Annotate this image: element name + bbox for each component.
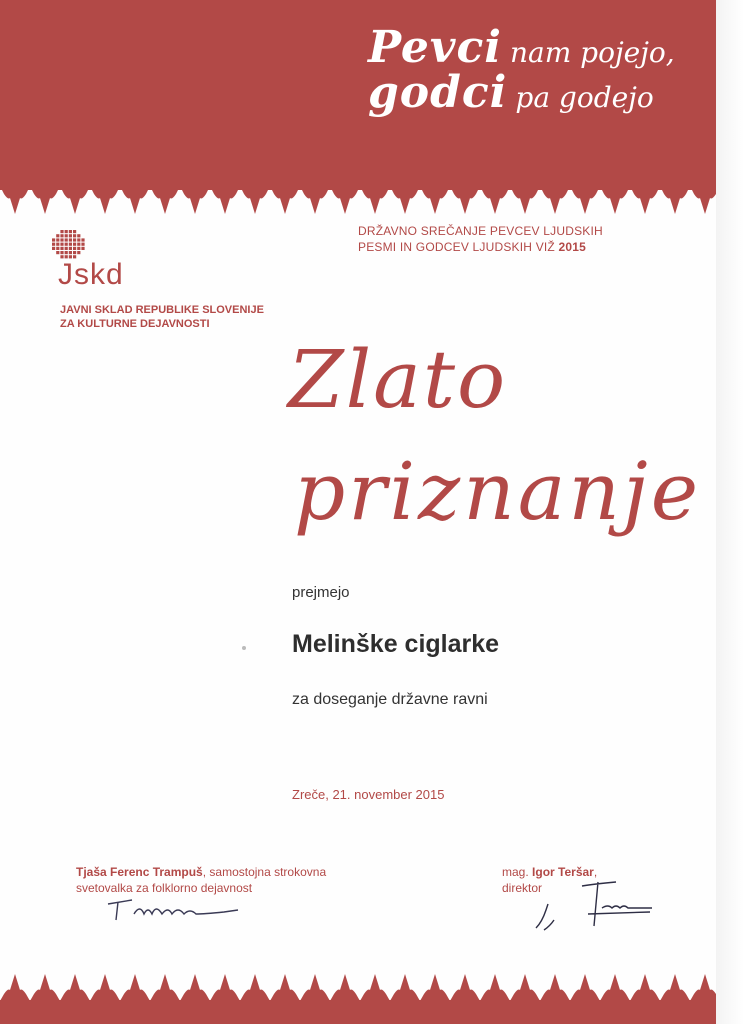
border-leaf — [330, 186, 360, 214]
border-leaf — [120, 974, 150, 1001]
signature-left — [104, 892, 244, 924]
event-title — [358, 223, 658, 255]
logo-dot — [65, 247, 68, 250]
logo-dot — [65, 243, 68, 246]
border-leaf — [390, 186, 420, 214]
border-leaf — [360, 974, 390, 1001]
event-year: 2015 — [558, 240, 587, 254]
scan-edge — [716, 0, 744, 1024]
logo-dot — [77, 238, 80, 241]
event-title-line-2 — [358, 239, 658, 255]
organization-name — [60, 303, 320, 331]
border-leaf — [480, 186, 510, 214]
border-leaf — [150, 186, 180, 214]
border-leaf — [480, 974, 510, 1001]
border-leaf — [600, 186, 630, 214]
signatory-left-role-2: svetovalka za folklorno dejavnost — [76, 881, 253, 895]
scan-speck-icon — [240, 644, 248, 652]
recipient-name: Melinške ciglarke — [292, 630, 500, 658]
slogan-word-pevci: Pevci — [368, 22, 502, 73]
decorative-border-bottom — [0, 970, 716, 1024]
logo-dot — [73, 230, 76, 233]
logo-dot — [69, 238, 72, 241]
border-leaf — [180, 974, 210, 1001]
border-leaf — [420, 974, 450, 1001]
border-leaf — [240, 974, 270, 1001]
logo-wordmark: Jskd — [58, 258, 124, 291]
border-leaf — [630, 186, 660, 214]
logo-dot — [77, 251, 80, 254]
border-leaf — [510, 186, 540, 214]
logo-dot — [56, 247, 59, 250]
border-leaf — [150, 974, 180, 1001]
logo-dot — [73, 247, 76, 250]
border-leaf — [60, 186, 90, 214]
border-leaf — [270, 186, 300, 214]
event-title-line-1: DRŽAVNO SREČANJE PEVCEV LJUDSKIH — [358, 224, 603, 238]
border-leaf — [360, 186, 390, 214]
place-and-date: Zreče, 21. november 2015 — [292, 787, 445, 802]
signatory-right-prefix: mag. — [502, 865, 529, 879]
border-leaf — [330, 974, 360, 1001]
border-leaf — [90, 974, 120, 1001]
logo-dot — [60, 234, 63, 237]
logo-dot — [52, 247, 55, 250]
logo-dot — [73, 243, 76, 246]
signatory-left-name: Tjaša Ferenc Trampuš — [76, 865, 203, 879]
award-reason: za doseganje državne ravni — [292, 691, 488, 708]
header-slogan — [368, 22, 698, 118]
border-leaf — [0, 974, 30, 1001]
border-leaf — [30, 186, 60, 214]
logo-dot — [65, 251, 68, 254]
logo-dot — [73, 251, 76, 254]
organization-name-line-1: JAVNI SKLAD REPUBLIKE SLOVENIJE — [60, 304, 264, 316]
border-leaf — [90, 186, 120, 214]
logo-dot — [73, 238, 76, 241]
logo-dot — [69, 247, 72, 250]
border-leaf — [510, 974, 540, 1001]
logo-dot — [60, 247, 63, 250]
border-leaf — [210, 974, 240, 1001]
logo-dot — [81, 238, 84, 241]
logo-dot — [69, 243, 72, 246]
logo-dot — [65, 230, 68, 233]
logo-dot — [69, 234, 72, 237]
event-title-line-2-text: PESMI IN GODCEV LJUDSKIH VIŽ — [358, 240, 555, 254]
border-leaf — [210, 186, 240, 214]
border-leaf — [660, 186, 690, 214]
border-leaf — [30, 974, 60, 1001]
logo-dot — [81, 243, 84, 246]
border-leaf — [450, 186, 480, 214]
border-leaf — [120, 186, 150, 214]
logo-dot — [73, 234, 76, 237]
jskd-logo-icon — [50, 228, 86, 260]
border-leaf — [60, 974, 90, 1001]
slogan-line-2 — [368, 67, 698, 118]
logo-dot — [77, 234, 80, 237]
organization-name-line-2: ZA KULTURNE DEJAVNOSTI — [60, 318, 210, 330]
signatory-left-line-1 — [76, 864, 356, 880]
border-leaf — [0, 186, 30, 214]
slogan-line-1 — [368, 22, 698, 73]
border-leaf — [690, 974, 716, 1001]
logo-dot — [60, 251, 63, 254]
logo-dot — [77, 247, 80, 250]
logo-dot — [52, 243, 55, 246]
border-leaf — [570, 974, 600, 1001]
border-leaf — [450, 974, 480, 1001]
logo-dot — [60, 230, 63, 233]
logo-dot — [56, 251, 59, 254]
border-leaf — [540, 186, 570, 214]
logo-dot — [65, 234, 68, 237]
decorative-border-top — [0, 186, 716, 218]
logo-dot — [77, 243, 80, 246]
border-leaf — [660, 974, 690, 1001]
slogan-phrase-2: pa godejo — [515, 81, 654, 114]
slogan-word-godci: godci — [368, 67, 508, 118]
logo-dot — [65, 238, 68, 241]
border-leaf — [600, 974, 630, 1001]
border-leaf — [240, 186, 270, 214]
border-leaf — [540, 974, 570, 1001]
logo-dot — [60, 243, 63, 246]
logo-dot — [56, 234, 59, 237]
logo-dot — [52, 238, 55, 241]
receive-label: prejmejo — [292, 584, 350, 601]
border-leaf — [630, 974, 660, 1001]
logo-dot — [60, 238, 63, 241]
border-leaf — [690, 186, 716, 214]
signatory-right-suffix: , — [593, 865, 598, 879]
border-leaf — [270, 974, 300, 1001]
award-title-line-1: Zlato — [288, 333, 508, 426]
signatory-left-role-1: , samostojna strokovna — [202, 865, 327, 879]
border-leaf — [390, 974, 420, 1001]
border-leaf — [570, 186, 600, 214]
logo-dot — [69, 251, 72, 254]
border-leaf — [300, 974, 330, 1001]
logo-dot — [69, 230, 72, 233]
signatory-right-name: Igor Teršar — [532, 865, 594, 879]
border-leaf — [180, 186, 210, 214]
logo-dot — [56, 238, 59, 241]
logo-dot — [81, 247, 84, 250]
slogan-phrase-1: nam pojejo, — [509, 36, 675, 69]
signatory-right-role: direktor — [502, 881, 543, 895]
logo-dot — [56, 243, 59, 246]
award-title-line-2: priznanje — [294, 445, 702, 538]
signature-right — [532, 874, 656, 934]
border-leaf — [300, 186, 330, 214]
border-leaf — [420, 186, 450, 214]
